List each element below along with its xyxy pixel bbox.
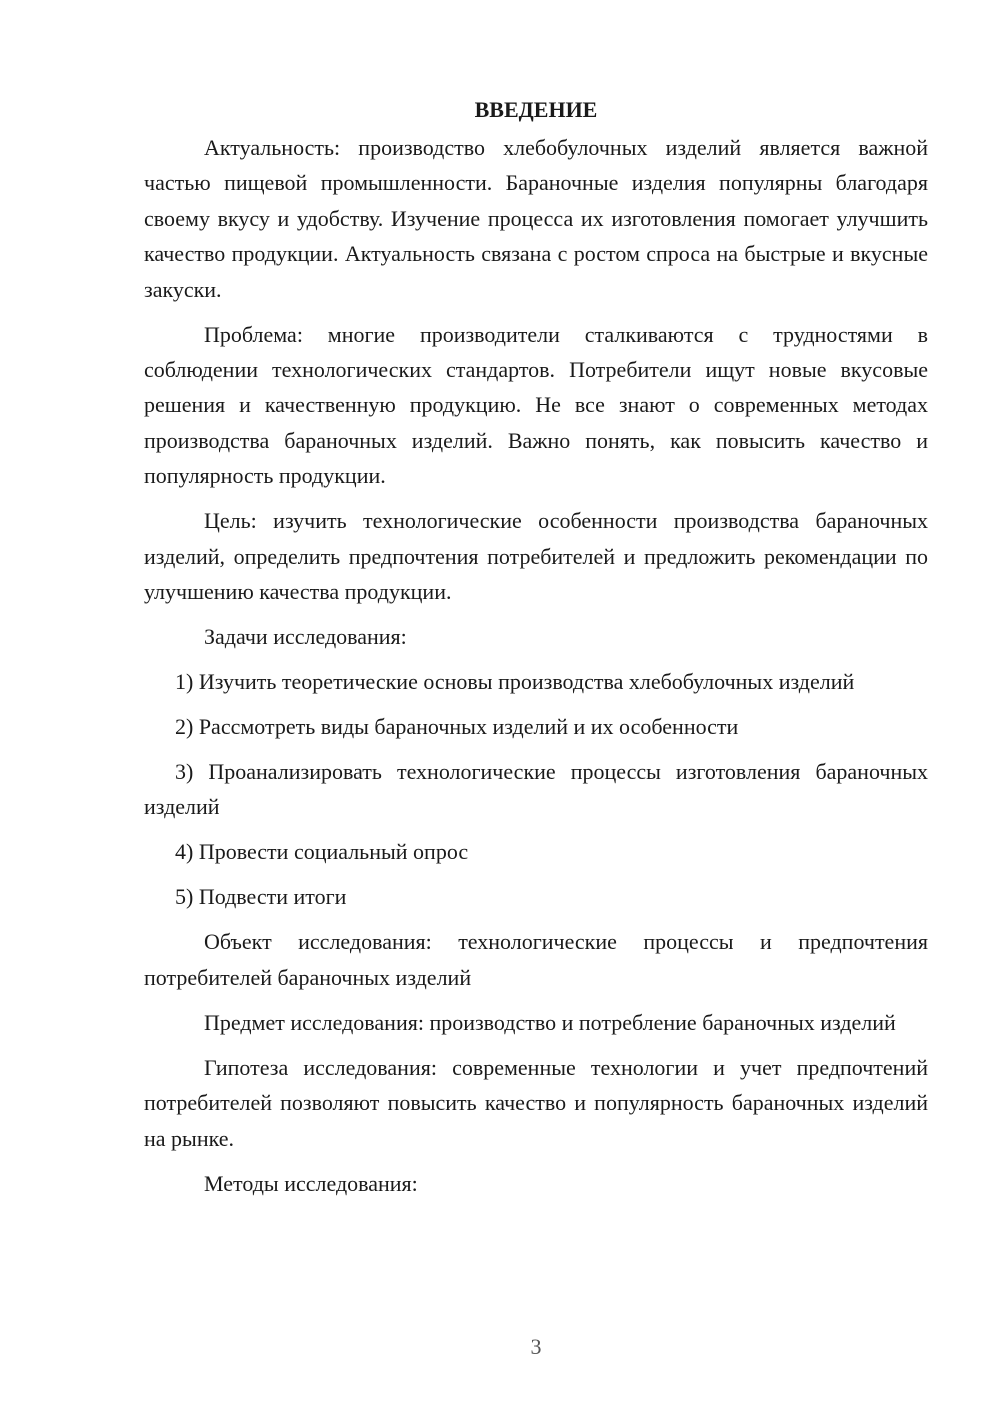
task-item-5: 5) Подвести итоги <box>175 884 347 910</box>
section-title: ВВЕДЕНИЕ <box>474 97 598 122</box>
paragraph-subject: Предмет исследования: производство и потребление бараночных изделий <box>204 1009 896 1035</box>
paragraph-relevance: Актуальность: производство хлебобулочных изделий является важной частью пищевой промышленности. Бараночные изделия популярны благодаря своему вкусу и удобству. Изучение процесса их изготовления помогает улучшить качество продукции. Актуальность связана с ростом спроса на быстрые и вкусные закуски. <box>144 135 928 302</box>
paragraph-goal: Цель: изучить технологические особенности производства бараночных изделий, определить предпочтения потребителей и предложить рекомендации по улучшению качества продукции. <box>144 508 928 605</box>
task-item-2: 2) Рассмотреть виды бараночных изделий и их особенности <box>175 714 739 740</box>
paragraph-hypothesis: Гипотеза исследования: современные технологии и учет предпочтений потребителей позволяют повысить качество и популярность бараночных изделий на рынке. <box>144 1054 928 1151</box>
task-item-4: 4) Провести социальный опрос <box>175 839 469 865</box>
page-number: 3 <box>530 1334 542 1359</box>
document-page <box>144 92 928 1211</box>
paragraph-methods: Методы исследования: <box>204 1170 418 1196</box>
task-item-3: 3) Проанализировать технологические процессы изготовления бараночных изделий <box>144 759 928 820</box>
task-item-1: 1) Изучить теоретические основы производства хлебобулочных изделий <box>175 669 855 695</box>
paragraph-tasks-heading: Задачи исследования: <box>204 624 407 650</box>
paragraph-problem: Проблема: многие производители сталкиваются с трудностями в соблюдении технологических стандартов. Потребители ищут новые вкусовые решения и качественную продукцию. Не все знают о современных методах производства бараночных изделий. Важно понять, как повысить качество и популярность продукции. <box>144 321 928 489</box>
paragraph-object: Объект исследования: технологические процессы и предпочтения потребителей бараночных изделий <box>144 929 928 990</box>
